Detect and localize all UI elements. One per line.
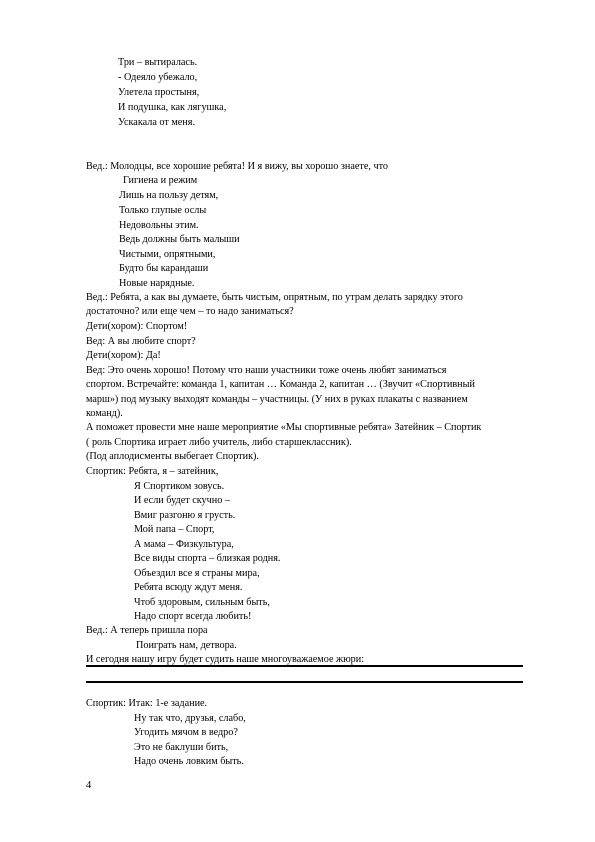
verse-line: Чистыми, опрятными,	[119, 249, 216, 260]
text-line: спортом. Встречайте: команда 1, капитан … Команда 2, капитан … (Звучит «Спортивный	[86, 379, 475, 390]
verse-line: Вмиг разгоню я грусть.	[134, 510, 236, 521]
poem-line: Улетела простыня,	[118, 87, 200, 98]
poem-line: И подушка, как лягушка,	[118, 102, 227, 113]
verse-line: А мама – Физкультура,	[134, 539, 234, 550]
verse-line: Надо спорт всегда любить!	[134, 611, 252, 622]
text-line: команд).	[86, 408, 123, 419]
text-line: достаточно? или еще чем – то надо заниматься?	[86, 306, 294, 317]
verse-line: Объездил все я страны мира,	[134, 568, 260, 579]
text-line: Вед: А вы любите спорт?	[86, 336, 196, 347]
text-line: Вед.: Молодцы, все хорошие ребята! И я вижу, вы хорошо знаете, что	[86, 161, 388, 172]
poem-line: Три – вытиралась.	[118, 57, 198, 68]
verse-line: Чтоб здоровым, сильным быть,	[134, 597, 270, 608]
verse-line: Я Спортиком зовусь.	[134, 481, 225, 492]
verse-line: Только глупые ослы	[119, 205, 207, 216]
text-line: (Под аплодисменты выбегает Спортик).	[86, 451, 259, 462]
poem-line: - Одеяло убежало,	[118, 72, 198, 83]
verse-line: Недовольны этим.	[119, 220, 199, 231]
verse-line: И если будет скучно –	[134, 495, 230, 506]
text-line: Спортик: Ребята, я – затейник,	[86, 466, 219, 477]
verse-line: Лишь на пользу детям,	[119, 190, 219, 201]
horizontal-rule	[86, 665, 523, 667]
text-line: Дети(хором): Да!	[86, 350, 161, 361]
text-line: Вед: Это очень хорошо! Потому что наши участники тоже очень любят заниматься	[86, 365, 447, 376]
verse-line: Гигиена и режим	[123, 175, 198, 186]
verse-line: Поиграть нам, детвора.	[136, 640, 237, 651]
text-line: Спортик: Итак: 1-е задание.	[86, 698, 208, 709]
poem-line: Ускакала от меня.	[118, 117, 195, 128]
text-line: Дети(хором): Спортом!	[86, 321, 188, 332]
verse-line: Ну так что, друзья, слабо,	[134, 713, 246, 724]
verse-line: Надо очень ловким быть.	[134, 756, 244, 767]
verse-line: Будто бы карандаши	[119, 263, 209, 274]
text-line: А поможет провести мне наше мероприятие «Мы спортивные ребята» Затейник – Спортик	[86, 422, 482, 433]
verse-line: Это не баклуши бить,	[134, 742, 229, 753]
verse-line: Ведь должны быть малыши	[119, 234, 240, 245]
verse-line: Угодить мячом в ведро?	[134, 727, 238, 738]
text-line: Вед.: А теперь пришла пора	[86, 625, 208, 636]
text-line: И сегодня нашу игру будет судить наше многоуважаемое жюри:	[86, 654, 365, 665]
horizontal-rule	[86, 681, 523, 683]
text-line: Вед.: Ребята, а как вы думаете, быть чистым, опрятным, по утрам делать зарядку этого	[86, 292, 463, 303]
verse-line: Все виды спорта – близкая родня.	[134, 553, 281, 564]
verse-line: Новые нарядные.	[119, 278, 195, 289]
text-line: марш») под музыку выходят команды – участницы. (У них в руках плакаты с названием	[86, 394, 468, 405]
page-number: 4	[86, 780, 92, 791]
verse-line: Ребята всюду ждут меня.	[134, 582, 243, 593]
verse-line: Мой папа – Спорт,	[134, 524, 215, 535]
text-line: ( роль Спортика играет либо учитель, либо старшеклассник).	[86, 437, 352, 448]
